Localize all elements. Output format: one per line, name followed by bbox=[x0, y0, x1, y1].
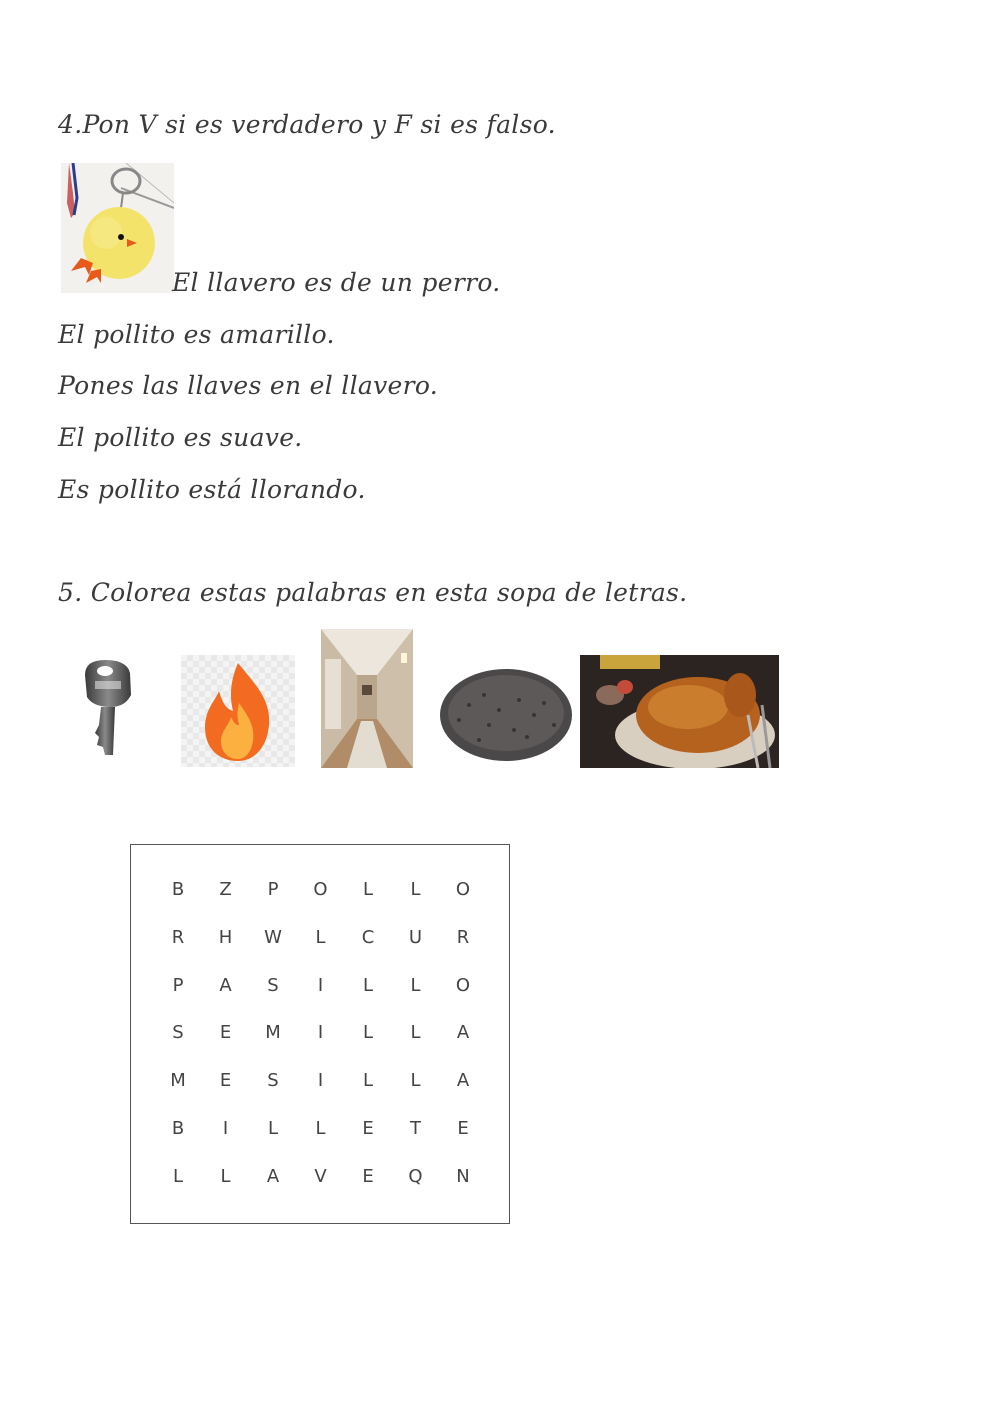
grid-letter[interactable]: L bbox=[315, 1118, 326, 1139]
grid-letter[interactable]: I bbox=[317, 1070, 324, 1092]
grid-letter[interactable]: A bbox=[456, 1070, 470, 1092]
grid-letter[interactable]: E bbox=[219, 1070, 232, 1092]
grid-letter[interactable]: I bbox=[317, 974, 324, 996]
grid-letter[interactable]: P bbox=[267, 879, 279, 900]
grid-letter[interactable]: C bbox=[361, 926, 375, 948]
grid-letter[interactable]: S bbox=[267, 1070, 279, 1092]
grid-letter[interactable]: I bbox=[222, 1118, 229, 1139]
grid-letter[interactable]: L bbox=[362, 1070, 374, 1092]
hallway-image bbox=[321, 629, 413, 768]
grid-letter[interactable]: N bbox=[456, 1165, 470, 1187]
grid-letter[interactable]: R bbox=[456, 926, 470, 948]
grid-letter[interactable]: A bbox=[219, 974, 232, 996]
grid-letter[interactable]: Z bbox=[219, 879, 232, 900]
grid-letter[interactable]: L bbox=[410, 879, 421, 900]
statement-1: El llavero es de un perro. bbox=[172, 268, 501, 297]
grid-letter[interactable]: L bbox=[267, 1118, 279, 1139]
grid-letter[interactable]: W bbox=[264, 926, 282, 948]
grid-letter[interactable]: O bbox=[313, 879, 328, 900]
question-5-title: 5. Colorea estas palabras en esta sopa de letras. bbox=[58, 578, 688, 607]
grid-letter[interactable]: S bbox=[267, 974, 279, 996]
grid-letter[interactable]: P bbox=[172, 974, 184, 996]
grid-letter[interactable]: E bbox=[457, 1118, 469, 1139]
grid-letter[interactable]: L bbox=[362, 879, 374, 900]
grid-letter[interactable]: M bbox=[265, 1022, 281, 1044]
seeds-image bbox=[439, 655, 573, 767]
word-search-grid bbox=[130, 844, 510, 1224]
grid-letter[interactable]: O bbox=[455, 974, 471, 996]
grid-letter[interactable]: O bbox=[455, 879, 471, 900]
grid-letter[interactable]: L bbox=[410, 1022, 421, 1044]
statement-5: Es pollito está llorando. bbox=[58, 475, 366, 504]
grid-letter[interactable]: R bbox=[171, 926, 185, 948]
grid-letter[interactable]: E bbox=[362, 1118, 374, 1139]
grid-letter[interactable]: L bbox=[410, 974, 421, 996]
question-4-title: 4.Pon V si es verdadero y F si es falso. bbox=[58, 110, 556, 139]
grid-letter[interactable]: L bbox=[362, 1022, 374, 1044]
fire-image bbox=[181, 655, 295, 767]
grid-letter[interactable]: L bbox=[172, 1165, 184, 1187]
grid-letter[interactable]: M bbox=[170, 1070, 186, 1092]
key-image bbox=[75, 655, 145, 765]
grid-letter[interactable]: L bbox=[220, 1165, 231, 1187]
grid-letter[interactable]: L bbox=[362, 974, 374, 996]
grid-letter[interactable]: E bbox=[362, 1165, 374, 1187]
grid-letter[interactable]: B bbox=[171, 1118, 185, 1139]
grid-letter[interactable]: Q bbox=[408, 1165, 423, 1187]
grid-letter[interactable]: U bbox=[408, 926, 423, 948]
grid-letter[interactable]: T bbox=[410, 1118, 421, 1139]
grid-letter[interactable]: S bbox=[172, 1022, 184, 1044]
statement-2: El pollito es amarillo. bbox=[58, 320, 335, 349]
grid-letter[interactable]: V bbox=[314, 1165, 327, 1187]
grid-letter[interactable]: B bbox=[171, 879, 185, 900]
grid-letter[interactable]: I bbox=[317, 1022, 324, 1044]
grid-letter[interactable]: A bbox=[266, 1165, 280, 1187]
statement-4: El pollito es suave. bbox=[58, 423, 303, 452]
chick-keychain-image bbox=[61, 163, 174, 293]
grid-letter[interactable]: E bbox=[219, 1022, 232, 1044]
grid-letter[interactable]: H bbox=[218, 926, 233, 948]
grid-letter[interactable]: L bbox=[315, 926, 326, 948]
statement-3: Pones las llaves en el llavero. bbox=[58, 371, 439, 400]
roast-chicken-image bbox=[580, 655, 779, 768]
grid-letter[interactable]: L bbox=[410, 1070, 421, 1092]
grid-letter[interactable]: A bbox=[456, 1022, 470, 1044]
